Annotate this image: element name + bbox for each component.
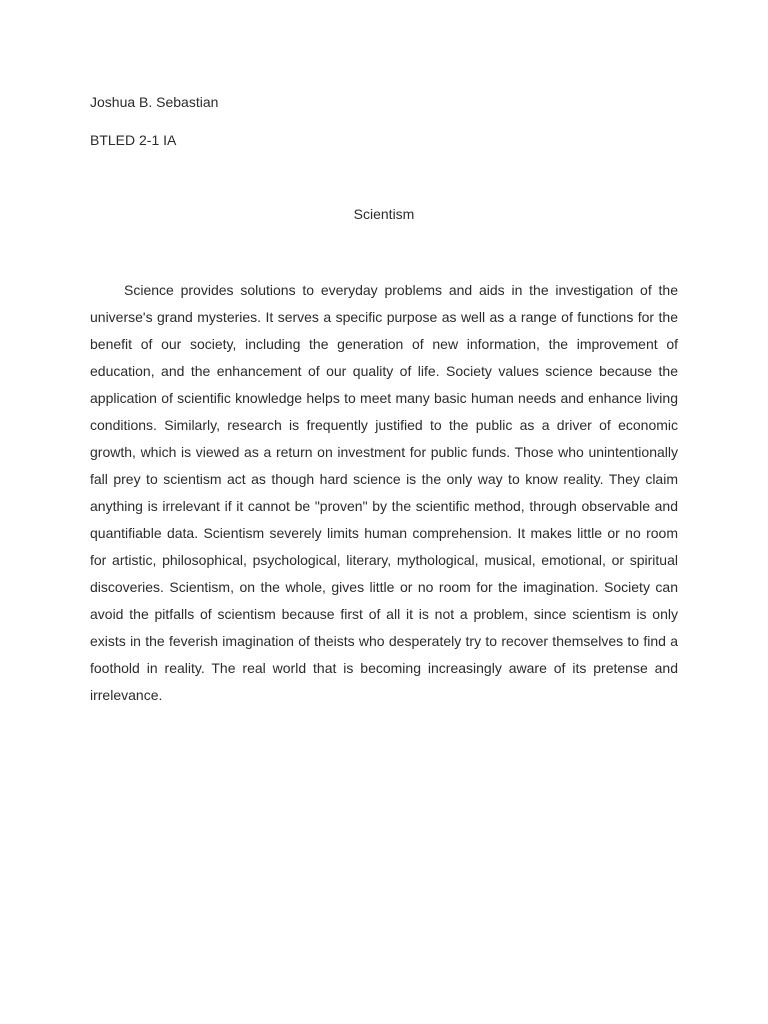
essay-title: Scientism	[353, 206, 415, 222]
essay-body-paragraph: Science provides solutions to everyday problems and aids in the investigation of the universe's grand mysteries. It serves a specific purpose as well as a range of functions for the benefit of our society, including the generation of new information, the improvement of education, and the enhancement of our quality of life. Society values science because the application of scientific knowledge helps to meet many basic human needs and enhance living conditions. Similarly, research is frequently justified to the public as a driver of economic growth, which is viewed as a return on investment for public funds. Those who unintentionally fall prey to scientism act as though hard science is the only way to know reality. They claim anything is irrelevant if it cannot be "proven" by the scientific method, through observable and quantifiable data. Scientism severely limits human comprehension. It makes little or no room for artistic, philosophical, psychological, literary, mythological, musical, emotional, or spiritual discoveries. Scientism, on the whole, gives little or no room for the imagination. Society can avoid the pitfalls of scientism because first of all it is not a problem, since scientism is only exists in the feverish imagination of theists who desperately try to recover themselves to find a foothold in reality. The real world that is becoming increasingly aware of its pretense and irrelevance.	[90, 282, 678, 703]
class-section: BTLED 2-1 IA	[90, 132, 177, 148]
author-name: Joshua B. Sebastian	[90, 94, 219, 110]
